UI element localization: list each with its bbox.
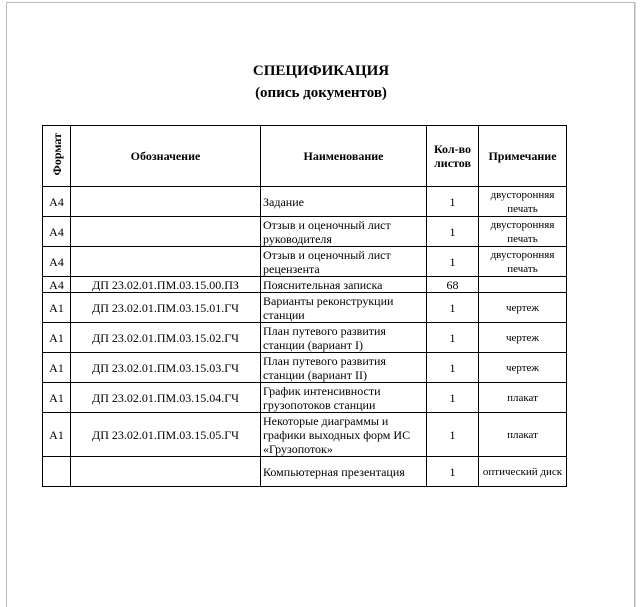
cell-sheet-count: 1 <box>427 353 479 383</box>
cell-note: двусторонняя печать <box>479 247 567 277</box>
cell-name: Пояснительная записка <box>261 277 427 293</box>
cell-note: плакат <box>479 383 567 413</box>
cell-format: А1 <box>43 383 71 413</box>
table-row <box>43 323 567 353</box>
cell-sheet-count: 1 <box>427 413 479 457</box>
table-row <box>43 353 567 383</box>
table-row <box>43 277 567 293</box>
cell-sheet-count: 1 <box>427 323 479 353</box>
header-designation: Обозначение <box>71 126 261 187</box>
cell-designation <box>71 187 261 217</box>
cell-format: А4 <box>43 277 71 293</box>
specification-table <box>42 125 567 487</box>
cell-sheet-count: 1 <box>427 457 479 487</box>
cell-note: оптический диск <box>479 457 567 487</box>
header-format: Формат <box>43 126 71 187</box>
cell-name: План путевого развития станции (вариант I) <box>261 323 427 353</box>
table-header-row <box>43 126 567 187</box>
cell-name: Отзыв и оценочный лист рецензента <box>261 247 427 277</box>
cell-sheet-count: 1 <box>427 247 479 277</box>
table-row <box>43 413 567 457</box>
cell-designation <box>71 247 261 277</box>
table-row <box>43 217 567 247</box>
header-sheet-count: Кол-во листов <box>427 126 479 187</box>
cell-name: Варианты реконструкции станции <box>261 293 427 323</box>
cell-designation <box>71 457 261 487</box>
cell-format: А4 <box>43 217 71 247</box>
table-row <box>43 383 567 413</box>
cell-note: двусторонняя печать <box>479 187 567 217</box>
cell-designation: ДП 23.02.01.ПМ.03.15.01.ГЧ <box>71 293 261 323</box>
cell-note: чертеж <box>479 353 567 383</box>
table-row <box>43 457 567 487</box>
cell-note <box>479 277 567 293</box>
cell-name: График интенсивности грузопотоков станции <box>261 383 427 413</box>
cell-format: А1 <box>43 353 71 383</box>
cell-sheet-count: 1 <box>427 217 479 247</box>
cell-designation: ДП 23.02.01.ПМ.03.15.05.ГЧ <box>71 413 261 457</box>
document-subtitle: (опись документов) <box>255 85 387 101</box>
cell-sheet-count: 1 <box>427 293 479 323</box>
cell-designation: ДП 23.02.01.ПМ.03.15.03.ГЧ <box>71 353 261 383</box>
cell-note: чертеж <box>479 323 567 353</box>
cell-note: плакат <box>479 413 567 457</box>
cell-format: А1 <box>43 293 71 323</box>
cell-format: А1 <box>43 323 71 353</box>
cell-note: двусторонняя печать <box>479 217 567 247</box>
cell-name: План путевого развития станции (вариант II) <box>261 353 427 383</box>
cell-name: Компьютерная презентация <box>261 457 427 487</box>
cell-name: Задание <box>261 187 427 217</box>
cell-designation: ДП 23.02.01.ПМ.03.15.04.ГЧ <box>71 383 261 413</box>
cell-designation: ДП 23.02.01.ПМ.03.15.00.ПЗ <box>71 277 261 293</box>
table-row <box>43 187 567 217</box>
cell-name: Некоторые диаграммы и графики выходных форм ИС «Грузопоток» <box>261 413 427 457</box>
cell-sheet-count: 1 <box>427 187 479 217</box>
table-row <box>43 293 567 323</box>
cell-designation: ДП 23.02.01.ПМ.03.15.02.ГЧ <box>71 323 261 353</box>
document-title: СПЕЦИФИКАЦИЯ <box>252 63 390 79</box>
cell-sheet-count: 68 <box>427 277 479 293</box>
cell-format <box>43 457 71 487</box>
header-note: Примечание <box>479 126 567 187</box>
cell-name: Отзыв и оценочный лист руководителя <box>261 217 427 247</box>
cell-format: А1 <box>43 413 71 457</box>
cell-format: А4 <box>43 247 71 277</box>
header-name: Наименование <box>261 126 427 187</box>
cell-format: А4 <box>43 187 71 217</box>
cell-note: чертеж <box>479 293 567 323</box>
table-row <box>43 247 567 277</box>
cell-designation <box>71 217 261 247</box>
cell-sheet-count: 1 <box>427 383 479 413</box>
